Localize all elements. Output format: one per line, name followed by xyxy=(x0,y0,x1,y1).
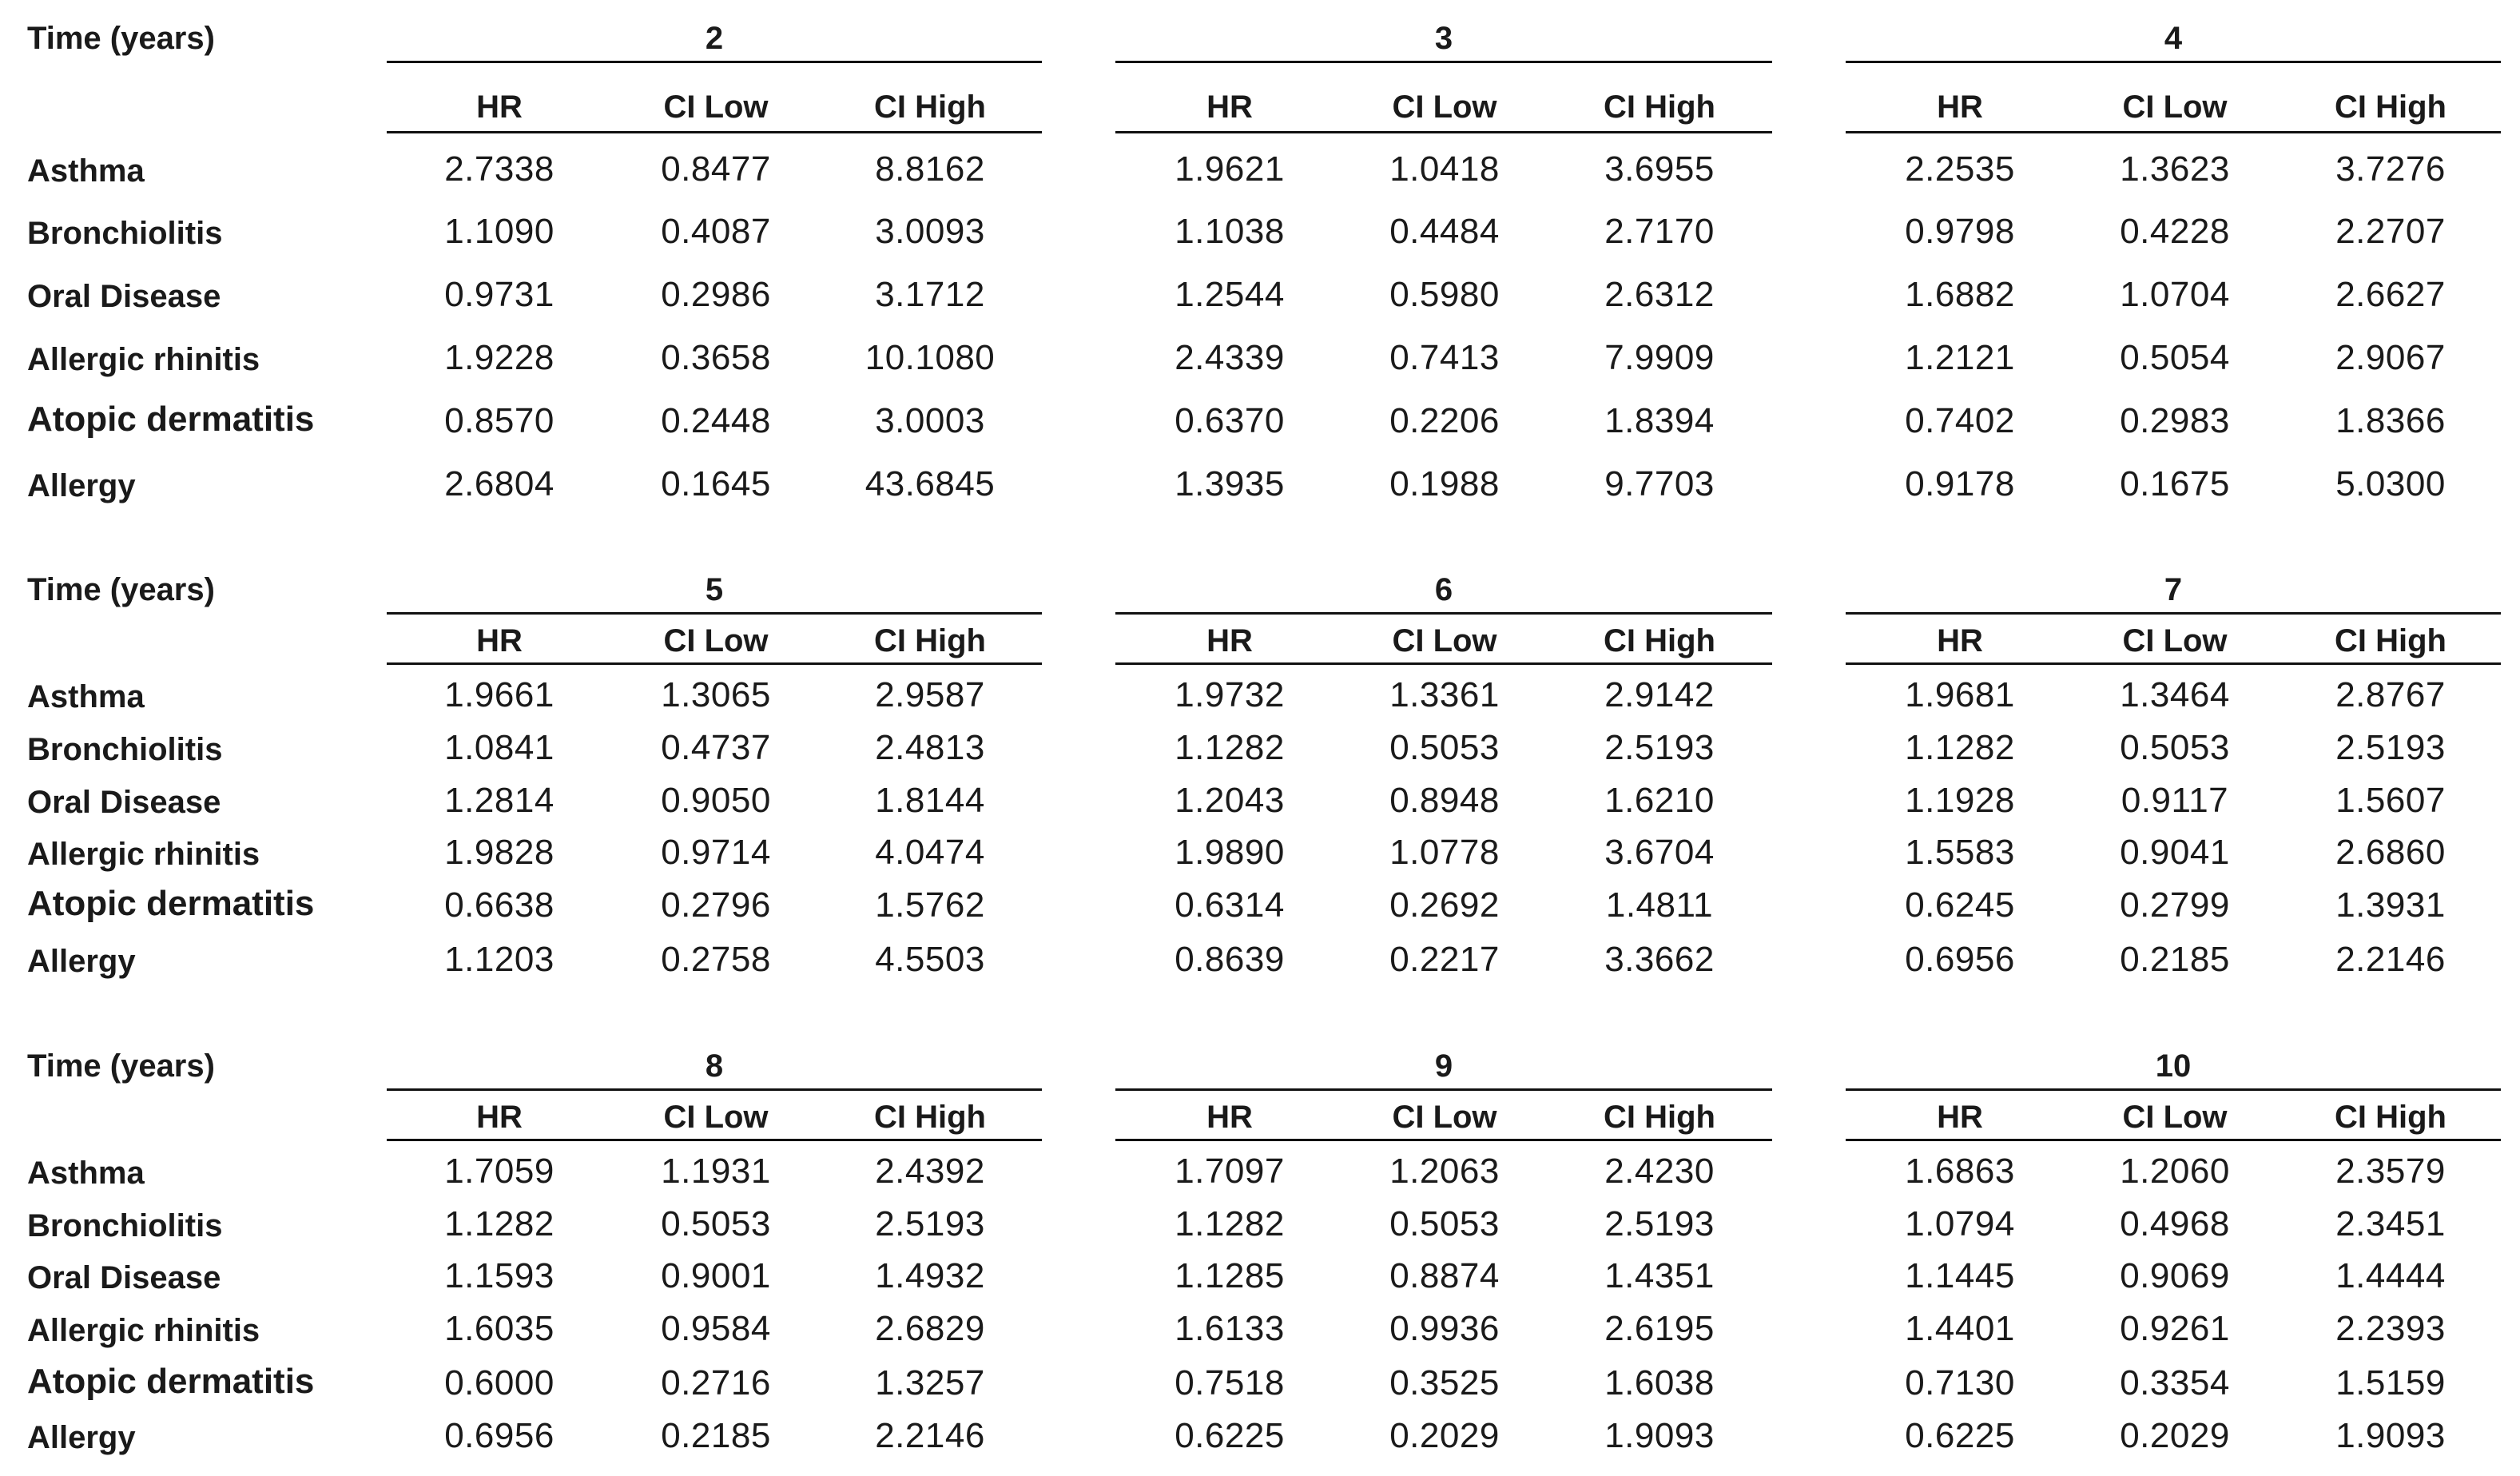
table-cell: 0.6225 xyxy=(1905,1416,2015,1455)
table-cell: 1.9621 xyxy=(1175,149,1285,189)
table-cell: 2.6627 xyxy=(2335,275,2446,314)
column-header-rule xyxy=(1846,131,2501,133)
table-cell: 1.1593 xyxy=(444,1256,554,1295)
row-header-label: Time (years) xyxy=(27,21,215,56)
table-cell: 1.8366 xyxy=(2335,401,2446,440)
column-header: CI Low xyxy=(663,623,769,658)
table-cell: 1.1282 xyxy=(444,1204,554,1243)
table-cell: 1.4444 xyxy=(2335,1256,2446,1295)
row-label: Allergy xyxy=(27,1420,136,1455)
table-cell: 0.2758 xyxy=(661,940,771,979)
table-cell: 1.1203 xyxy=(444,940,554,979)
row-label: Allergy xyxy=(27,944,136,979)
table-cell: 1.8144 xyxy=(875,781,985,820)
table-cell: 0.5053 xyxy=(661,1204,771,1243)
table-cell: 0.1988 xyxy=(1389,464,1500,503)
table-cell: 1.5762 xyxy=(875,885,985,925)
table-cell: 0.9798 xyxy=(1905,212,2015,251)
table-cell: 3.1712 xyxy=(875,275,985,314)
table-cell: 0.5054 xyxy=(2120,338,2230,377)
table-cell: 3.6704 xyxy=(1604,833,1715,872)
table-cell: 2.4230 xyxy=(1604,1152,1715,1191)
table-cell: 1.9890 xyxy=(1175,833,1285,872)
table-cell: 0.5053 xyxy=(1389,728,1500,767)
year-header: 2 xyxy=(705,21,724,56)
table-cell: 0.6000 xyxy=(444,1363,554,1402)
table-cell: 2.2146 xyxy=(2335,940,2446,979)
row-label: Asthma xyxy=(27,153,145,189)
column-header: HR xyxy=(476,1100,523,1135)
column-header: CI High xyxy=(1604,1100,1715,1135)
column-header: CI Low xyxy=(2122,1100,2228,1135)
column-header-rule xyxy=(387,131,1042,133)
table-cell: 0.9261 xyxy=(2120,1309,2230,1348)
table-cell: 1.2060 xyxy=(2120,1152,2230,1191)
table-cell: 8.8162 xyxy=(875,149,985,189)
column-header: CI High xyxy=(1604,623,1715,658)
table-cell: 1.1282 xyxy=(1905,728,2015,767)
table-cell: 0.7518 xyxy=(1175,1363,1285,1402)
table-cell: 1.9681 xyxy=(1905,675,2015,714)
table-cell: 1.9228 xyxy=(444,338,554,377)
column-header: CI High xyxy=(2335,90,2446,125)
column-header-rule xyxy=(1846,662,2501,665)
row-label: Allergic rhinitis xyxy=(27,1313,260,1348)
table-cell: 1.7097 xyxy=(1175,1152,1285,1191)
table-cell: 0.9001 xyxy=(661,1256,771,1295)
column-header-rule xyxy=(1115,1139,1772,1141)
table-cell: 0.8570 xyxy=(444,401,554,440)
column-header: CI High xyxy=(2335,1100,2446,1135)
table-cell: 2.7338 xyxy=(444,149,554,189)
table-cell: 1.1282 xyxy=(1175,728,1285,767)
year-header-rule xyxy=(1115,612,1772,615)
table-cell: 1.6035 xyxy=(444,1309,554,1348)
table-cell: 1.2814 xyxy=(444,781,554,820)
table-cell: 0.2986 xyxy=(661,275,771,314)
table-cell: 0.4228 xyxy=(2120,212,2230,251)
table-cell: 1.8394 xyxy=(1604,401,1715,440)
table-cell: 1.3623 xyxy=(2120,149,2230,189)
column-header: CI High xyxy=(2335,623,2446,658)
table-cell: 1.0841 xyxy=(444,728,554,767)
table-cell: 1.6133 xyxy=(1175,1309,1285,1348)
table-cell: 1.3935 xyxy=(1175,464,1285,503)
table-cell: 2.5193 xyxy=(1604,1204,1715,1243)
row-label: Allergy xyxy=(27,468,136,503)
year-header-rule xyxy=(387,612,1042,615)
year-header-rule xyxy=(1115,61,1772,63)
year-header: 9 xyxy=(1434,1048,1453,1084)
table-cell: 0.6225 xyxy=(1175,1416,1285,1455)
row-label: Atopic dermatitis xyxy=(27,884,315,923)
table-cell: 0.3525 xyxy=(1389,1363,1500,1402)
table-cell: 4.5503 xyxy=(875,940,985,979)
column-header-rule xyxy=(387,1139,1042,1141)
table-cell: 2.3579 xyxy=(2335,1152,2446,1191)
table-cell: 0.9714 xyxy=(661,833,771,872)
table-cell: 0.7130 xyxy=(1905,1363,2015,1402)
column-header-rule xyxy=(1115,662,1772,665)
table-cell: 0.7402 xyxy=(1905,401,2015,440)
table-cell: 2.4339 xyxy=(1175,338,1285,377)
table-cell: 3.7276 xyxy=(2335,149,2446,189)
column-header-rule xyxy=(1115,131,1772,133)
table-cell: 1.6210 xyxy=(1604,781,1715,820)
table-cell: 2.6804 xyxy=(444,464,554,503)
table-cell: 1.1445 xyxy=(1905,1256,2015,1295)
table-cell: 2.6195 xyxy=(1604,1309,1715,1348)
table-cell: 0.2217 xyxy=(1389,940,1500,979)
table-cell: 1.4932 xyxy=(875,1256,985,1295)
column-header: CI Low xyxy=(1392,623,1497,658)
table-cell: 0.2185 xyxy=(2120,940,2230,979)
table-cell: 1.1090 xyxy=(444,212,554,251)
table-cell: 2.5193 xyxy=(875,1204,985,1243)
table-cell: 0.2799 xyxy=(2120,885,2230,925)
table-cell: 0.6638 xyxy=(444,885,554,925)
table-cell: 1.6863 xyxy=(1905,1152,2015,1191)
table-cell: 1.6038 xyxy=(1604,1363,1715,1402)
row-header-label: Time (years) xyxy=(27,1048,215,1084)
column-header-rule xyxy=(1846,1139,2501,1141)
table-cell: 1.5583 xyxy=(1905,833,2015,872)
year-header-rule xyxy=(1846,61,2501,63)
table-cell: 0.5980 xyxy=(1389,275,1500,314)
column-header: CI High xyxy=(874,1100,986,1135)
table-cell: 1.5159 xyxy=(2335,1363,2446,1402)
year-header: 3 xyxy=(1434,21,1453,56)
table-cell: 2.4392 xyxy=(875,1152,985,1191)
table-cell: 1.4351 xyxy=(1604,1256,1715,1295)
table-cell: 0.2716 xyxy=(661,1363,771,1402)
row-label: Bronchiolitis xyxy=(27,1208,223,1243)
table-cell: 0.2448 xyxy=(661,401,771,440)
table-cell: 1.1285 xyxy=(1175,1256,1285,1295)
table-cell: 2.9067 xyxy=(2335,338,2446,377)
table-cell: 2.5193 xyxy=(1604,728,1715,767)
year-header-rule xyxy=(1846,1088,2501,1091)
table-cell: 2.6312 xyxy=(1604,275,1715,314)
year-header: 10 xyxy=(2155,1048,2192,1084)
column-header: HR xyxy=(476,623,523,658)
table-cell: 1.0794 xyxy=(1905,1204,2015,1243)
table-cell: 43.6845 xyxy=(865,464,996,503)
table-cell: 0.6956 xyxy=(444,1416,554,1455)
row-header-label: Time (years) xyxy=(27,572,215,607)
table-cell: 0.3354 xyxy=(2120,1363,2230,1402)
table-cell: 0.6245 xyxy=(1905,885,2015,925)
table-cell: 2.9142 xyxy=(1604,675,1715,714)
table-cell: 4.0474 xyxy=(875,833,985,872)
table-cell: 3.0003 xyxy=(875,401,985,440)
row-label: Oral Disease xyxy=(27,785,221,820)
table-cell: 1.2043 xyxy=(1175,781,1285,820)
table-cell: 0.4968 xyxy=(2120,1204,2230,1243)
column-header: HR xyxy=(1937,1100,1983,1135)
year-header-rule xyxy=(1846,612,2501,615)
table-cell: 0.8948 xyxy=(1389,781,1500,820)
table-cell: 1.0704 xyxy=(2120,275,2230,314)
column-header: HR xyxy=(1206,90,1253,125)
row-label: Atopic dermatitis xyxy=(27,400,315,439)
table-cell: 1.9661 xyxy=(444,675,554,714)
table-cell: 1.1038 xyxy=(1175,212,1285,251)
table-cell: 0.9178 xyxy=(1905,464,2015,503)
table-cell: 1.9093 xyxy=(2335,1416,2446,1455)
row-label: Allergic rhinitis xyxy=(27,837,260,872)
table-cell: 0.9069 xyxy=(2120,1256,2230,1295)
row-label: Allergic rhinitis xyxy=(27,342,260,377)
table-cell: 0.2029 xyxy=(1389,1416,1500,1455)
table-cell: 0.3658 xyxy=(661,338,771,377)
table-cell: 1.1931 xyxy=(661,1152,771,1191)
table-cell: 1.3931 xyxy=(2335,885,2446,925)
table-cell: 1.9732 xyxy=(1175,675,1285,714)
table-cell: 0.8874 xyxy=(1389,1256,1500,1295)
table-cell: 2.2707 xyxy=(2335,212,2446,251)
table-cell: 0.8477 xyxy=(661,149,771,189)
table-cell: 0.2029 xyxy=(2120,1416,2230,1455)
table-cell: 2.4813 xyxy=(875,728,985,767)
table-cell: 2.5193 xyxy=(2335,728,2446,767)
table-cell: 1.1928 xyxy=(1905,781,2015,820)
table-cell: 2.2146 xyxy=(875,1416,985,1455)
column-header: HR xyxy=(1206,623,1253,658)
table-cell: 10.1080 xyxy=(865,338,996,377)
year-header: 8 xyxy=(705,1048,724,1084)
table-cell: 1.4401 xyxy=(1905,1309,2015,1348)
table-cell: 0.5053 xyxy=(2120,728,2230,767)
row-label: Oral Disease xyxy=(27,1260,221,1295)
table-cell: 0.9936 xyxy=(1389,1309,1500,1348)
table-cell: 2.3451 xyxy=(2335,1204,2446,1243)
table-cell: 0.9584 xyxy=(661,1309,771,1348)
column-header: CI High xyxy=(1604,90,1715,125)
table-cell: 0.2692 xyxy=(1389,885,1500,925)
table-cell: 1.0778 xyxy=(1389,833,1500,872)
table-cell: 0.4087 xyxy=(661,212,771,251)
row-label: Atopic dermatitis xyxy=(27,1362,315,1401)
table-cell: 2.6829 xyxy=(875,1309,985,1348)
row-label: Bronchiolitis xyxy=(27,732,223,767)
table-cell: 0.9050 xyxy=(661,781,771,820)
table-cell: 0.2185 xyxy=(661,1416,771,1455)
table-cell: 1.1282 xyxy=(1175,1204,1285,1243)
column-header: CI Low xyxy=(663,90,769,125)
table-cell: 1.3065 xyxy=(661,675,771,714)
table-cell: 0.7413 xyxy=(1389,338,1500,377)
table-cell: 1.5607 xyxy=(2335,781,2446,820)
table-cell: 1.2544 xyxy=(1175,275,1285,314)
column-header: HR xyxy=(1937,90,1983,125)
column-header: CI Low xyxy=(1392,90,1497,125)
column-header: HR xyxy=(1206,1100,1253,1135)
table-cell: 1.9093 xyxy=(1604,1416,1715,1455)
column-header: CI Low xyxy=(2122,623,2228,658)
column-header-rule xyxy=(387,662,1042,665)
table-cell: 5.0300 xyxy=(2335,464,2446,503)
table-cell: 1.2121 xyxy=(1905,338,2015,377)
table-cell: 1.0418 xyxy=(1389,149,1500,189)
year-header: 7 xyxy=(2164,572,2183,607)
table-cell: 0.2983 xyxy=(2120,401,2230,440)
table-cell: 9.7703 xyxy=(1604,464,1715,503)
table-cell: 0.8639 xyxy=(1175,940,1285,979)
table-cell: 0.9117 xyxy=(2121,781,2229,820)
table-cell: 0.2796 xyxy=(661,885,771,925)
table-cell: 0.6314 xyxy=(1175,885,1285,925)
table-cell: 3.6955 xyxy=(1604,149,1715,189)
column-header: HR xyxy=(476,90,523,125)
column-header: CI High xyxy=(874,623,986,658)
year-header-rule xyxy=(387,1088,1042,1091)
table-cell: 7.9909 xyxy=(1604,338,1715,377)
year-header: 5 xyxy=(705,572,724,607)
table-cell: 1.9828 xyxy=(444,833,554,872)
table-cell: 0.5053 xyxy=(1389,1204,1500,1243)
table-cell: 0.9041 xyxy=(2120,833,2230,872)
table-cell: 2.2393 xyxy=(2335,1309,2446,1348)
column-header: CI Low xyxy=(1392,1100,1497,1135)
table-cell: 1.4811 xyxy=(1605,885,1714,925)
table-cell: 1.7059 xyxy=(444,1152,554,1191)
table-cell: 3.0093 xyxy=(875,212,985,251)
year-header-rule xyxy=(387,61,1042,63)
column-header: HR xyxy=(1937,623,1983,658)
table-cell: 2.2535 xyxy=(1905,149,2015,189)
table-cell: 2.6860 xyxy=(2335,833,2446,872)
table-cell: 3.3662 xyxy=(1604,940,1715,979)
table-cell: 0.4737 xyxy=(661,728,771,767)
year-header: 4 xyxy=(2164,21,2183,56)
column-header: CI Low xyxy=(663,1100,769,1135)
table-cell: 0.6956 xyxy=(1905,940,2015,979)
row-label: Asthma xyxy=(27,679,145,714)
table-cell: 0.2206 xyxy=(1389,401,1500,440)
column-header: CI Low xyxy=(2122,90,2228,125)
table-cell: 0.9731 xyxy=(444,275,554,314)
table-cell: 2.8767 xyxy=(2335,675,2446,714)
table-cell: 1.3464 xyxy=(2120,675,2230,714)
year-header-rule xyxy=(1115,1088,1772,1091)
row-label: Oral Disease xyxy=(27,279,221,314)
table-cell: 0.1645 xyxy=(661,464,771,503)
table-cell: 1.2063 xyxy=(1389,1152,1500,1191)
table-cell: 0.4484 xyxy=(1389,212,1500,251)
table-cell: 1.6882 xyxy=(1905,275,2015,314)
row-label: Asthma xyxy=(27,1156,145,1191)
year-header: 6 xyxy=(1434,572,1453,607)
table-cell: 1.3361 xyxy=(1389,675,1500,714)
table-cell: 2.7170 xyxy=(1604,212,1715,251)
table-cell: 2.9587 xyxy=(875,675,985,714)
row-label: Bronchiolitis xyxy=(27,216,223,251)
table-cell: 1.3257 xyxy=(875,1363,985,1402)
column-header: CI High xyxy=(874,90,986,125)
table-cell: 0.1675 xyxy=(2120,464,2230,503)
table-cell: 0.6370 xyxy=(1175,401,1285,440)
